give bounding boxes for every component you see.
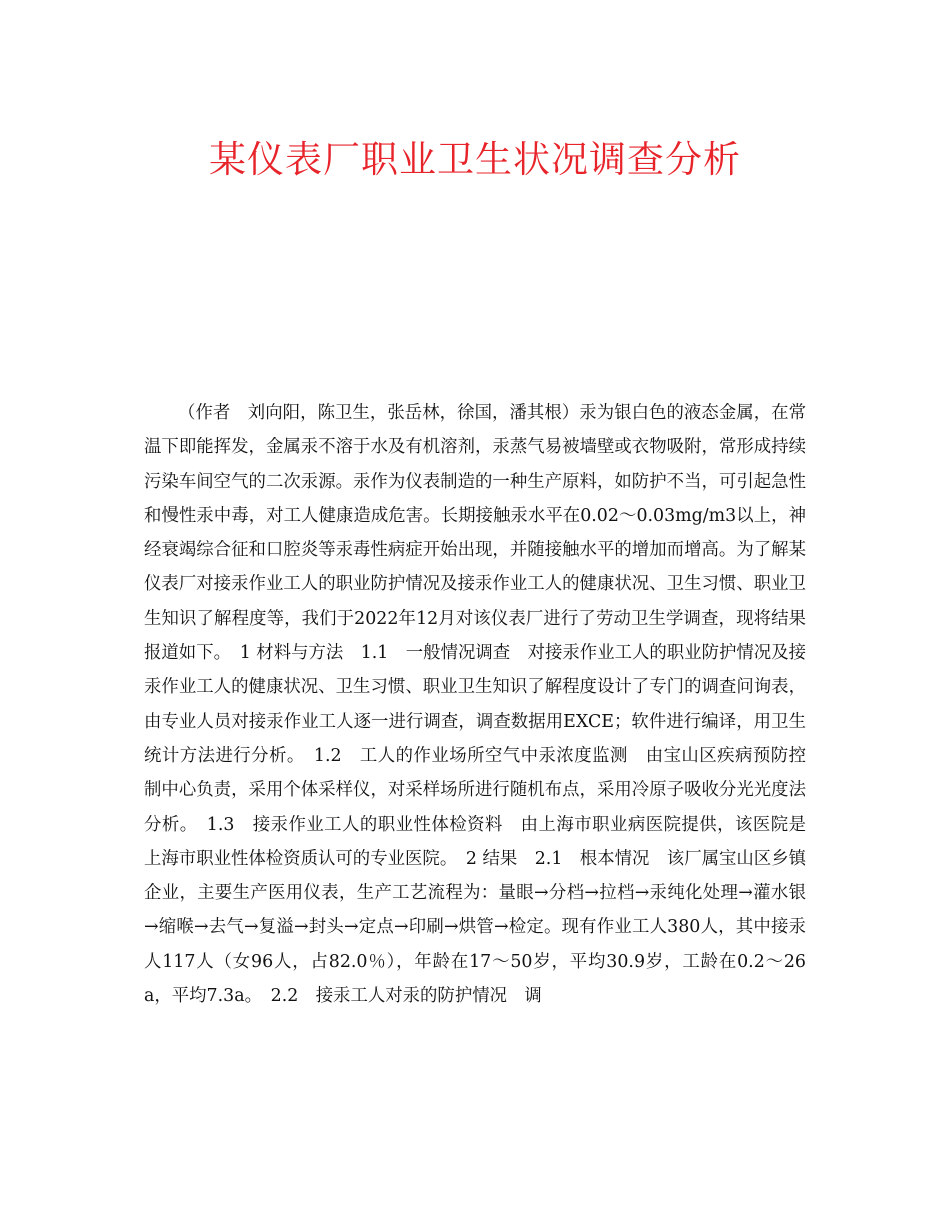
document-title: 某仪表厂职业卫生状况调查分析 bbox=[209, 138, 741, 181]
document-body-paragraph: （作者 刘向阳，陈卫生，张岳林，徐国，潘其根）汞为银白色的液态金属，在常温下即能挥发，金属汞不溶于水及有机溶剂，汞蒸气易被墙壁或衣物吸附，常形成持续污染车间空气的二次汞源。汞作为仪表制造的一种生产原料，如防护不当，可引起急性和慢性汞中毒，对工人健康造成危害。长期接触汞水平在0.02～0.03mg/m3以上，神经衰竭综合征和口腔炎等汞毒性病症开始出现，并随接触水平的增加而增高。为了解某仪表厂对接汞作业工人的职业防护情况及接汞作业工人的健康状况、卫生习惯、职业卫生知识了解程度等，我们于2022年12月对该仪表厂进行了劳动卫生学调查，现将结果报道如下。 1 材料与方法 1.1 一般情况调查 对接汞作业工人的职业防护情况及接汞作业工人的健康状况、卫生习惯、职业卫生知识了解程度设计了专门的调查问询表，由专业人员对接汞作业工人逐一进行调查，调查数据用EXCE；软件进行编译，用卫生统计方法进行分析。 1.2 工人的作业场所空气中汞浓度监测 由宝山区疾病预防控制中心负责，采用个体采样仪，对采样场所进行随机布点，采用冷原子吸收分光光度法分析。 1.3 接汞作业工人的职业性体检资料 由上海市职业病医院提供，该医院是上海市职业性体检资质认可的专业医院。 2 结果 2.1 根本情况 该厂属宝山区乡镇企业，主要生产医用仪表，生产工艺流程为：量眼→分档→拉档→汞纯化处理→灌水银→缩喉→去气→复溢→封头→定点→印刷→烘管→检定。现有作业工人380人，其中接汞人117人（女96人，占82.0％），年龄在17～50岁，平均30.9岁，工龄在0.2～26a，平均7.3a。 2.2 接汞工人对汞的防护情况 调 bbox=[144, 403, 806, 1007]
